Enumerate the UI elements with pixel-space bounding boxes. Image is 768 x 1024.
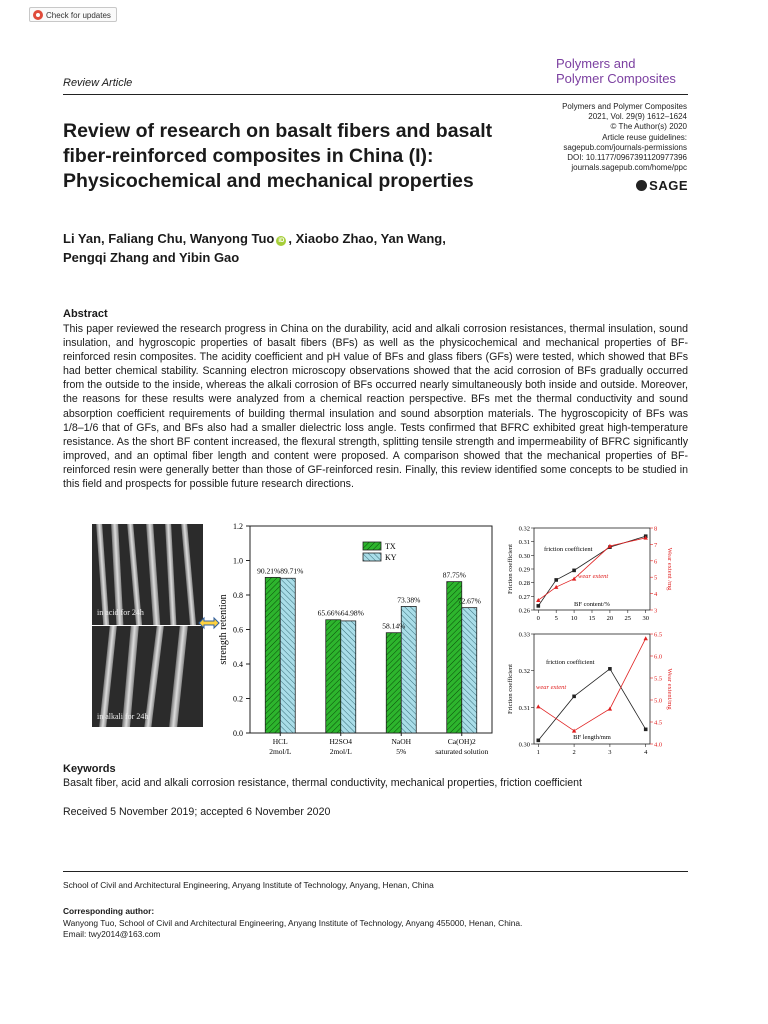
- x-tick-label: 25: [624, 615, 632, 622]
- authors-part2: , Xiaobo Zhao, Yan Wang,: [288, 231, 446, 246]
- y2-tick-label: 6.0: [654, 653, 663, 661]
- sage-icon: [636, 180, 647, 191]
- data-label: 58.14%: [382, 621, 406, 631]
- orcid-icon[interactable]: iD: [278, 238, 285, 244]
- corresponding-author: [63, 918, 522, 940]
- y-tick-label: 0.4: [233, 660, 243, 669]
- journal-name-line1: Polymers and: [556, 56, 636, 71]
- x-tick-label: 1: [536, 749, 540, 756]
- y2-tick-label: 6.5: [654, 631, 663, 639]
- data-label: 87.75%: [442, 570, 466, 580]
- y-tick-label: 0.31: [518, 704, 530, 712]
- sem-image-acid: [92, 524, 203, 625]
- y2-tick-label: 4.0: [654, 741, 663, 749]
- x-tick-label: 4: [644, 749, 648, 756]
- sage-logo: [600, 178, 688, 193]
- y-tick-label: 0.26: [518, 607, 530, 615]
- friction-point: [608, 667, 612, 671]
- series-label-wear: wear extent: [536, 684, 567, 691]
- corresponding-heading: Corresponding author:: [63, 906, 155, 916]
- y-tick-label: 0.33: [518, 631, 530, 639]
- meta-homepage[interactable]: journals.sagepub.com/home/ppc: [571, 163, 687, 173]
- y2-tick-label: 6: [654, 558, 658, 566]
- sem-label-alkali: in alkali for 24h: [97, 712, 149, 721]
- x-tick-label: HCL: [272, 737, 288, 746]
- x-tick-label: Ca(OH)2: [447, 737, 476, 746]
- friction-point: [536, 604, 540, 608]
- friction-point: [536, 739, 540, 743]
- bar-tx: [386, 633, 401, 733]
- data-label: 72.67%: [457, 596, 481, 606]
- x-tick-label: 15: [588, 615, 596, 622]
- y2-tick-label: 5.0: [654, 697, 663, 705]
- header-divider: [63, 94, 688, 95]
- article-meta: [520, 102, 687, 173]
- y2-tick-label: 5.5: [654, 675, 663, 683]
- x-tick-label: 5: [554, 615, 558, 622]
- y2-tick-label: 8: [654, 525, 658, 533]
- bar-ky: [280, 578, 295, 733]
- series-label-friction: friction coefficient: [544, 546, 593, 553]
- meta-volume: 2021, Vol. 29(9) 1612–1624: [588, 112, 687, 122]
- y-axis-label: strength retention: [218, 594, 229, 665]
- x-tick-label: 10: [570, 615, 578, 622]
- journal-name: [556, 56, 688, 86]
- wear-point: [536, 704, 540, 708]
- y-tick-label: 0.6: [233, 625, 243, 635]
- x-tick-sublabel: saturated solution: [435, 747, 489, 756]
- y2-tick-label: 4.5: [654, 719, 663, 727]
- update-icon: [33, 10, 43, 20]
- friction-point: [572, 569, 576, 573]
- paper-title: Review of research on basalt fibers and basalt fiber-reinforced composites in China (I): Physicochemical and mechanical properties: [63, 120, 493, 192]
- data-label: 90.21%89.71%: [257, 566, 304, 576]
- y2-tick-label: 4: [654, 591, 658, 599]
- x-tick-label: H2SO4: [329, 737, 353, 746]
- x-tick-label: 30: [642, 615, 649, 622]
- bar-ky: [462, 608, 477, 733]
- x-axis-label: BF length/mm: [573, 734, 611, 741]
- legend-label-ky: KY: [385, 553, 397, 562]
- friction-point: [644, 728, 648, 732]
- x-axis-label: BF content/%: [574, 601, 610, 608]
- bar-tx: [265, 577, 280, 733]
- data-label: 65.66%64.98%: [317, 608, 364, 618]
- y-tick-label: 0.27: [518, 593, 530, 601]
- wear-point: [554, 585, 558, 589]
- authors-part3: Pengqi Zhang and Yibin Gao: [63, 250, 240, 265]
- meta-doi[interactable]: DOI: 10.1177/0967391120977396: [567, 153, 687, 163]
- legend-swatch-ky: [363, 553, 381, 561]
- x-tick-sublabel: 2mol/L: [269, 747, 292, 756]
- wear-point: [608, 707, 612, 711]
- meta-reuse-label: Article reuse guidelines:: [602, 132, 687, 142]
- check-for-updates-badge[interactable]: [29, 7, 117, 22]
- legend-swatch-tx: [363, 542, 381, 550]
- corresponding-email[interactable]: Email: twy2014@163.com: [63, 929, 161, 939]
- authors-part1: Li Yan, Faliang Chu, Wanyong Tuo: [63, 231, 275, 246]
- meta-reuse-link[interactable]: sagepub.com/journals-permissions: [563, 142, 687, 152]
- y-axis-label: Friction coefficient: [507, 664, 514, 714]
- friction-point: [554, 578, 558, 582]
- y-axis-label: Friction coefficient: [507, 544, 514, 594]
- y-tick-label: 0.31: [518, 539, 530, 547]
- x-tick-label: 20: [606, 615, 614, 622]
- sage-wordmark: SAGE: [649, 178, 688, 193]
- affiliation: School of Civil and Architectural Engineering, Anyang Institute of Technology, Anyang, Henan, China: [63, 880, 434, 890]
- bar-tx: [326, 620, 341, 733]
- wear-point: [644, 636, 648, 640]
- abstract-text: This paper reviewed the research progress in China on the durability, acid and alkali corrosion resistances, thermal insulation, sound insulation, and hygroscopic properties of basalt fibers (BFs) as well as the physicochemical and mechanical properties of BF-reinforced resin composites. The acidity coefficient and pH value of BFs and glass fibers (GFs) were tested, which showed that BFs had better chemical stability. Scanning electron microscopy observations showed that the acid corrosion of BFs gradually occurred from the outside to the inside, whereas the alkali corrosion of BFs occurred nearly simultaneously both inside and outside. Moreover, the reasons for these results were analyzed from a chemical reaction perspective. BFs met the thermal conductivity and sound absorption coefficient requirements of building thermal insulation and sound absorption materials. The hygroscopicity of BFs was 1/8–1/6 that of GFs, and BFs also had a smaller dielectric loss angle. Tests confirmed that BFRC exhibited great high-temperature resistance. As the short BF content increased, the flexural strength, splitting tensile strength and impermeability of BFRC significantly improved, and an optimal fiber length and content were proposed. A comparison showed that the mechanical properties of BF-reinforced resin were generally better than those of GF-reinforced resin. Finally, this review identified some concepts to be studied in this field and prospects for possible future research directions.: [63, 323, 688, 491]
- strength-retention-bar-chart: [210, 520, 500, 762]
- data-label: 73.38%: [397, 595, 421, 605]
- keywords-text: Basalt fiber, acid and alkali corrosion resistance, thermal conductivity, mechanical properties, friction coefficient: [63, 777, 582, 789]
- series-line-friction: [538, 669, 645, 741]
- y-tick-label: 0.32: [518, 525, 530, 533]
- x-tick-sublabel: 5%: [396, 747, 407, 756]
- friction-point: [572, 695, 576, 699]
- y-tick-label: 1.2: [233, 522, 243, 531]
- journal-name-line2: Polymer Composites: [556, 71, 676, 86]
- y-tick-label: 0.28: [518, 580, 530, 588]
- check-for-updates-label: Check for updates: [46, 11, 111, 20]
- meta-citation: Polymers and Polymer Composites: [562, 102, 687, 111]
- y-tick-label: 0.0: [233, 729, 243, 738]
- y-tick-label: 0.32: [518, 668, 530, 676]
- author-list: [63, 229, 533, 267]
- keywords-heading: Keywords: [63, 763, 116, 775]
- bar-ky: [341, 621, 356, 733]
- y2-tick-label: 3: [654, 607, 658, 615]
- x-tick-label: 0: [536, 615, 540, 622]
- y2-axis-label: Wear extent/mg: [666, 668, 673, 710]
- y-tick-label: 0.2: [233, 694, 243, 704]
- y-tick-label: 0.30: [518, 552, 530, 560]
- x-tick-label: 3: [608, 749, 612, 756]
- y-tick-label: 0.29: [518, 566, 530, 574]
- x-tick-label: NaOH: [391, 737, 412, 746]
- corresponding-line1: Wanyong Tuo, School of Civil and Architectural Engineering, Anyang Institute of Technology, Anyang 455000, Henan, China.: [63, 918, 523, 928]
- legend-label-tx: TX: [385, 542, 396, 551]
- friction-vs-content-chart: [496, 520, 676, 632]
- y2-tick-label: 5: [654, 574, 658, 582]
- x-tick-label: 2: [572, 749, 576, 756]
- wear-point: [572, 729, 576, 733]
- series-label-wear: wear extent: [578, 573, 609, 580]
- y-tick-label: 1.0: [233, 556, 243, 566]
- x-tick-sublabel: 2mol/L: [329, 747, 352, 756]
- y-tick-label: 0.30: [518, 741, 530, 749]
- article-type: Review Article: [63, 77, 133, 89]
- abstract-heading: Abstract: [63, 308, 108, 320]
- received-dates: Received 5 November 2019; accepted 6 November 2020: [63, 806, 331, 818]
- sem-label-acid: in acid for 24h: [97, 608, 144, 617]
- y2-tick-label: 7: [654, 541, 658, 549]
- footer-divider: [63, 871, 688, 872]
- series-label-friction: friction coefficient: [546, 659, 595, 666]
- friction-vs-length-chart: [496, 628, 676, 760]
- meta-copyright: © The Author(s) 2020: [610, 122, 687, 132]
- sem-image-alkali: [92, 626, 203, 727]
- y-tick-label: 0.8: [233, 591, 243, 600]
- y2-axis-label: Wear extent /mg: [666, 547, 673, 591]
